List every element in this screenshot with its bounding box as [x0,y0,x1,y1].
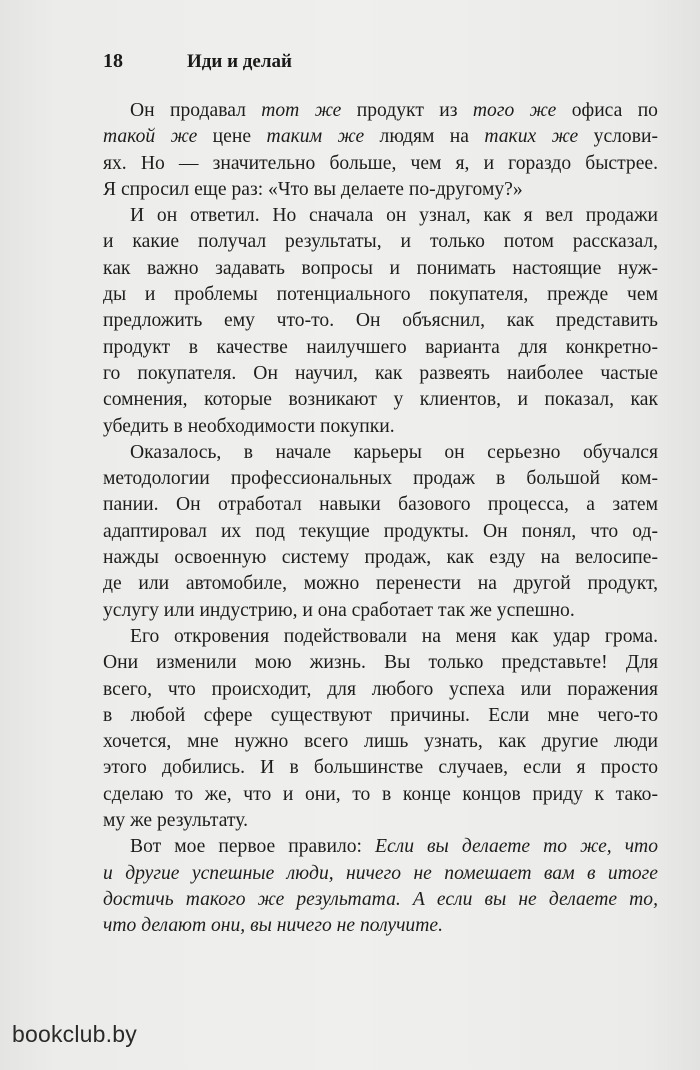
text-run: го покупателя. Он научил, как развеять наиболее частые [103,362,658,384]
text-line [103,98,658,124]
text-line [103,519,658,545]
text-line [103,677,658,703]
text-line [103,887,658,913]
site-watermark: bookclub.by [12,1021,137,1047]
text-line [103,308,658,334]
text-run: и какие получал результаты, и только потом рассказал, [103,231,658,253]
text-run: цене [197,126,267,148]
text-run: хочется, мне нужно всего лишь узнать, как другие люди [103,731,658,753]
text-run: ях. Но — значительно больше, чем я, и гораздо быстрее. [103,152,658,174]
italic-text: таким же [266,126,365,148]
text-run: Я спросил еще раз: «Что вы делаете по-другому?» [103,178,523,200]
text-run: му же результату. [103,810,248,832]
text-run: Вот мое первое правило: [130,836,376,858]
text-line [103,545,658,571]
italic-text: Если вы делаете то же, что [375,836,658,858]
paragraph [103,624,658,834]
text-line [103,387,658,413]
text-line [103,808,658,834]
text-run: Его откровения подействовали на меня как удар грома. [130,625,658,647]
text-line [103,361,658,387]
text-run: Они изменили мою жизнь. Вы только представьте! Для [103,652,658,674]
running-title: Иди и делай [187,51,292,72]
text-run: адаптировал их под текущие продукты. Он понял, что од- [103,520,658,542]
text-line [103,414,658,440]
text-line [103,703,658,729]
text-run: продукт в качестве наилучшего варианта для конкретно- [103,336,658,358]
text-run: сделаю то же, что и они, то в конце концов приду к тако- [103,783,658,805]
text-run: людям на [364,126,485,148]
text-run: в любой сфере существуют причины. Если мне чего-то [103,704,658,726]
text-line [103,782,658,808]
text-line [103,492,658,518]
italic-text: того же [472,100,557,121]
text-run: методологии профессиональных продаж в большой ком- [103,468,658,490]
paragraph [103,98,658,203]
text-run: сомнения, которые возникают у клиентов, и показал, как [103,389,658,411]
text-line [103,729,658,755]
italic-text: тот же [261,100,342,121]
text-run: продукт из [341,100,473,121]
italic-text: и другие успешные люди, ничего не помешает вам в итоге [103,862,658,884]
italic-text: достичь такого же результата. А если вы не делаете то, [103,888,658,910]
text-line [103,229,658,255]
text-run: Он продавал [130,100,262,121]
text-line [103,624,658,650]
text-line [103,650,658,676]
text-line [103,598,658,624]
text-run: офиса по [556,100,658,121]
text-run: услови- [578,126,658,148]
paragraph [103,440,658,624]
text-run: как важно задавать вопросы и понимать настоящие нуж- [103,257,658,279]
page-header [103,50,292,73]
text-run: ды и проблемы потенциального покупателя, прежде чем [103,284,658,306]
text-line [103,834,658,860]
text-line [103,124,658,150]
text-run: И он ответил. Но сначала он узнал, как я вел продажи [130,205,658,227]
italic-text: таких же [484,126,579,148]
text-run: пании. Он отработал навыки базового процесса, а затем [103,494,658,516]
text-run: убедить в необходимости покупки. [103,415,395,437]
text-line [103,282,658,308]
text-line [103,335,658,361]
text-line [103,177,658,203]
italic-text: что делают они, вы ничего не получите. [103,915,443,937]
text-line [103,861,658,887]
text-line [103,440,658,466]
text-run: де или автомобиле, можно перенести на другой продукт, [103,573,658,595]
text-line [103,755,658,781]
text-line [103,571,658,597]
text-run: нажды освоенную систему продаж, как езду на велосипе- [103,547,658,569]
text-run: Оказалось, в начале карьеры он серьезно обучался [130,441,658,463]
paragraph [103,203,658,440]
text-run: этого добились. И в большинстве случаев, если я просто [103,757,658,779]
text-line [103,203,658,229]
text-run: всего, что происходит, для любого успеха или поражения [103,678,658,700]
text-run: услугу или индустрию, и она сработает так же успешно. [103,599,575,621]
body-text [103,98,658,940]
text-line [103,913,658,939]
paragraph [103,834,658,939]
text-run: предложить ему что-то. Он объяснил, как представить [103,310,658,332]
text-line [103,466,658,492]
italic-text: такой же [103,126,198,148]
text-line [103,256,658,282]
page-number: 18 [103,50,123,72]
text-line [103,151,658,177]
